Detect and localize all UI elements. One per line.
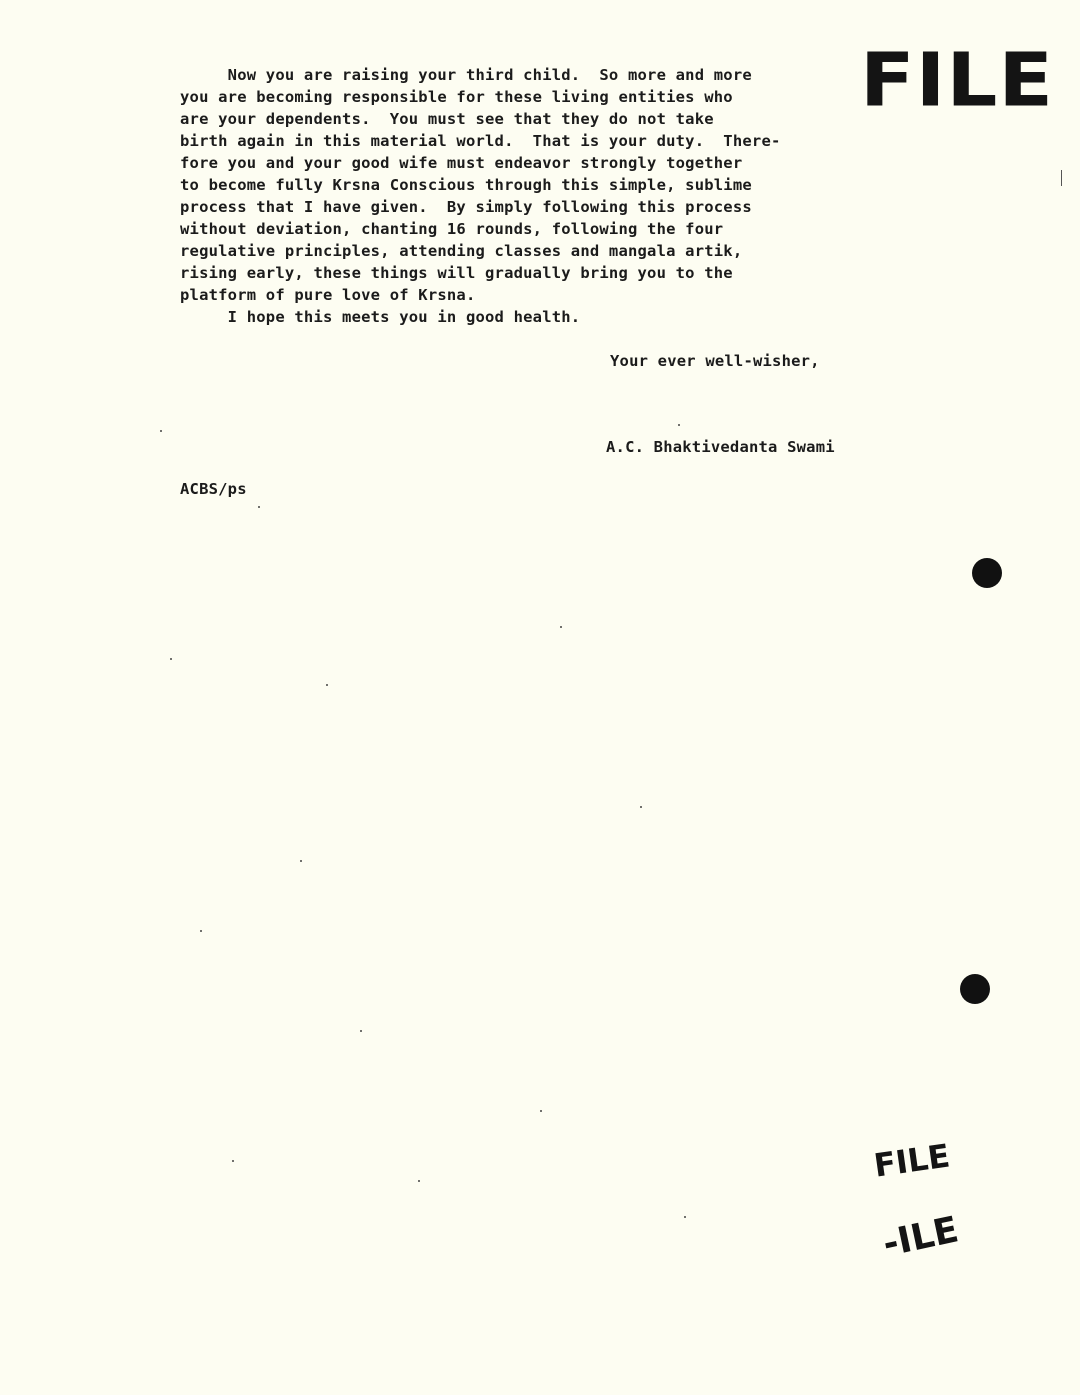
- body-line-5: fore you and your good wife must endeavor strongly together: [180, 154, 743, 172]
- body-line-9: regulative principles, attending classes and mangala artik,: [180, 242, 743, 260]
- paper-speck: [232, 1160, 234, 1162]
- body-line-11: platform of pure love of Krsna.: [180, 286, 476, 304]
- paper-speck: [170, 658, 172, 660]
- paper-speck: [418, 1180, 420, 1182]
- paper-speck: [640, 806, 642, 808]
- paper-speck: [300, 860, 302, 862]
- body-line-2: you are becoming responsible for these living entities who: [180, 88, 733, 106]
- paper-speck: [360, 1030, 362, 1032]
- body-line-1: Now you are raising your third child. So more and more: [180, 66, 752, 84]
- file-stamp-bottom: FILE: [871, 1136, 953, 1185]
- body-line-8: without deviation, chanting 16 rounds, following the four: [180, 220, 724, 238]
- punch-hole-lower: [960, 974, 990, 1004]
- typist-initials: ACBS/ps: [180, 480, 247, 498]
- body-line-7: process that I have given. By simply following this process: [180, 198, 752, 216]
- paper-speck: [258, 506, 260, 508]
- body-line-4: birth again in this material world. That is your duty. There-: [180, 132, 781, 150]
- paper-speck: [560, 626, 562, 628]
- paper-speck: [160, 430, 162, 432]
- paper-speck: [200, 930, 202, 932]
- punch-hole-upper: [972, 558, 1002, 588]
- paper-speck: [540, 1110, 542, 1112]
- file-stamp-bottom-partial: -ILE: [879, 1209, 963, 1266]
- paper-edge-mark: [1061, 170, 1062, 186]
- paper-speck: [326, 684, 328, 686]
- body-line-3: are your dependents. You must see that they do not take: [180, 110, 714, 128]
- paper-speck: [678, 424, 680, 426]
- signature: A.C. Bhaktivedanta Swami: [606, 438, 835, 456]
- paper-speck: [684, 1216, 686, 1218]
- closing-line: I hope this meets you in good health.: [180, 308, 581, 326]
- file-stamp-top: FILE: [860, 37, 1055, 124]
- body-line-10: rising early, these things will gradually bring you to the: [180, 264, 733, 282]
- body-line-6: to become fully Krsna Conscious through this simple, sublime: [180, 176, 752, 194]
- valediction: Your ever well-wisher,: [610, 352, 820, 370]
